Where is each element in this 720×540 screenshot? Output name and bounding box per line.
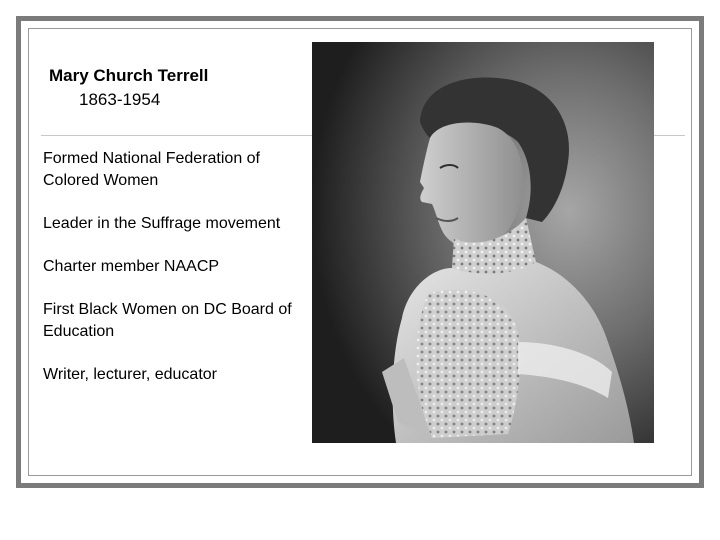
slide-title-block — [49, 66, 208, 110]
facts-list — [43, 148, 303, 407]
slide-title: Mary Church Terrell — [49, 66, 209, 85]
fact-item: Leader in the Suffrage movement — [43, 215, 281, 232]
life-dates: 1863-1954 — [79, 90, 161, 109]
sleeve-shape — [416, 290, 520, 438]
fact-item: Formed National Federation of Colored Women — [43, 150, 260, 189]
fact-item: First Black Women on DC Board of Education — [43, 301, 292, 340]
portrait-photo-icon — [312, 42, 654, 443]
fact-item: Writer, lecturer, educator — [43, 366, 217, 383]
fact-item: Charter member NAACP — [43, 258, 220, 275]
